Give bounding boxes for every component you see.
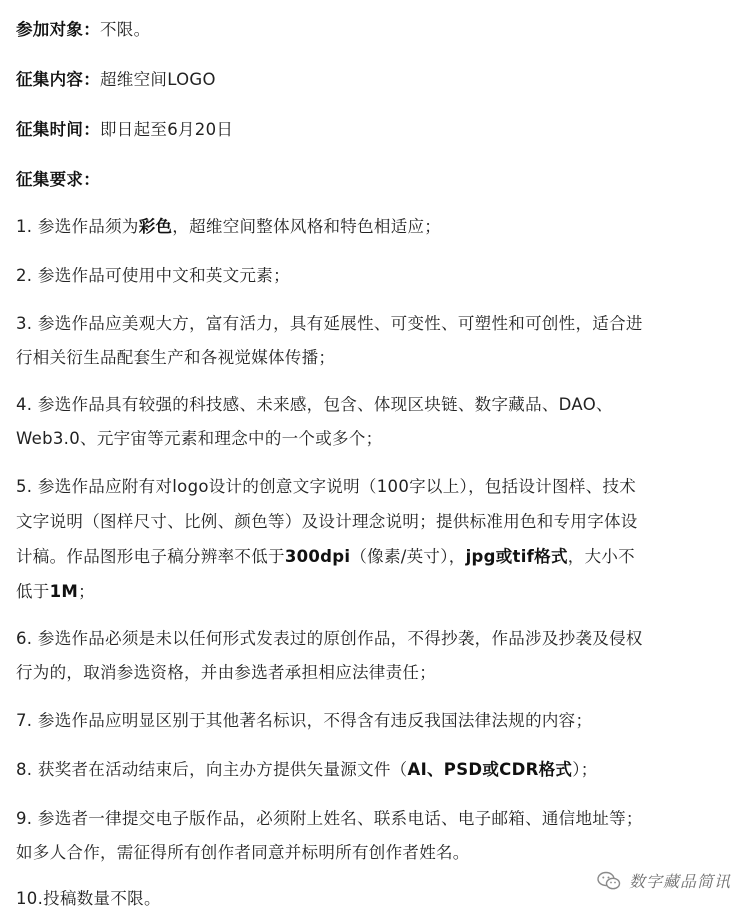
requirement-2: 2. 参选作品可使用中文和英文元素；	[16, 266, 290, 285]
req8-text-a: 8. 获奖者在活动结束后，向主办方提供矢量源文件（	[16, 760, 408, 779]
time-label: 征集时间：	[16, 120, 100, 139]
requirement-3-line-2: 行相关衍生品配套生产和各视觉媒体传播；	[16, 348, 336, 367]
req5-format: jpg或tif格式	[465, 547, 568, 566]
req5-l3-text-c: （像素/英寸），	[350, 547, 466, 566]
requirement-8	[16, 756, 598, 780]
watermark	[597, 869, 731, 892]
req5-l3-text-a: 计稿。作品图形电子稿分辨率不低于	[16, 547, 285, 566]
requirement-5-line-1: 5. 参选作品应附有对logo设计的创意文字说明（100字以上），包括设计图样、技术	[16, 477, 637, 496]
content-label: 征集内容：	[16, 70, 100, 89]
requirement-10: 10.投稿数量不限。	[16, 889, 161, 908]
requirements-heading	[16, 166, 100, 190]
content-value: 超维空间LOGO	[100, 70, 216, 89]
content-row	[16, 66, 216, 90]
req5-l4-text-c: ；	[78, 582, 95, 601]
wechat-icon	[597, 871, 621, 891]
requirement-5-line-3	[16, 543, 635, 567]
req5-l3-text-e: ，大小不	[567, 547, 635, 566]
requirement-4-line-1: 4. 参选作品具有较强的科技感、未来感，包含、体现区块链、数字藏品、DAO、	[16, 395, 613, 414]
time-value: 即日起至6月20日	[100, 120, 234, 139]
requirement-5-line-2: 文字说明（图样尺寸、比例、颜色等）及设计理念说明；提供标准用色和专用字体设	[16, 512, 638, 531]
watermark-text: 数字藏品简讯	[628, 872, 731, 891]
requirement-3-line-1: 3. 参选作品应美观大方，富有活力，具有延展性、可变性、可塑性和可创性，适合进	[16, 314, 643, 333]
requirement-6-line-1: 6. 参选作品必须是未以任何形式发表过的原创作品，不得抄袭，作品涉及抄袭及侵权	[16, 629, 643, 648]
req8-formats: AI、PSD或CDR格式	[407, 760, 573, 779]
req1-text-a: 1. 参选作品须为	[16, 217, 139, 236]
requirement-4-line-2: Web3.0、元宇宙等元素和理念中的一个或多个；	[16, 429, 383, 448]
requirement-6-line-2: 行为的，取消参选资格，并由参选者承担相应法律责任；	[16, 663, 436, 682]
req5-size: 1M	[49, 582, 79, 601]
time-row	[16, 116, 233, 140]
requirements-label: 征集要求：	[16, 170, 100, 189]
requirement-7: 7. 参选作品应明显区别于其他著名标识，不得含有违反我国法律法规的内容；	[16, 711, 593, 730]
requirement-9-line-2: 如多人合作，需征得所有创作者同意并标明所有创作者姓名。	[16, 843, 470, 862]
participants-row	[16, 16, 150, 40]
requirement-5-line-4	[16, 578, 95, 602]
req5-l4-text-a: 低于	[16, 582, 50, 601]
participants-label: 参加对象：	[16, 20, 100, 39]
req1-emphasis: 彩色	[138, 217, 173, 236]
req8-text-c: ）；	[572, 760, 598, 779]
participants-value: 不限。	[100, 20, 151, 39]
requirement-1	[16, 213, 441, 237]
requirement-9-line-1: 9. 参选者一律提交电子版作品，必须附上姓名、联系电话、电子邮箱、通信地址等；	[16, 809, 643, 828]
req5-resolution: 300dpi	[284, 547, 351, 566]
req1-text-c: ，超维空间整体风格和特色相适应；	[172, 217, 442, 236]
